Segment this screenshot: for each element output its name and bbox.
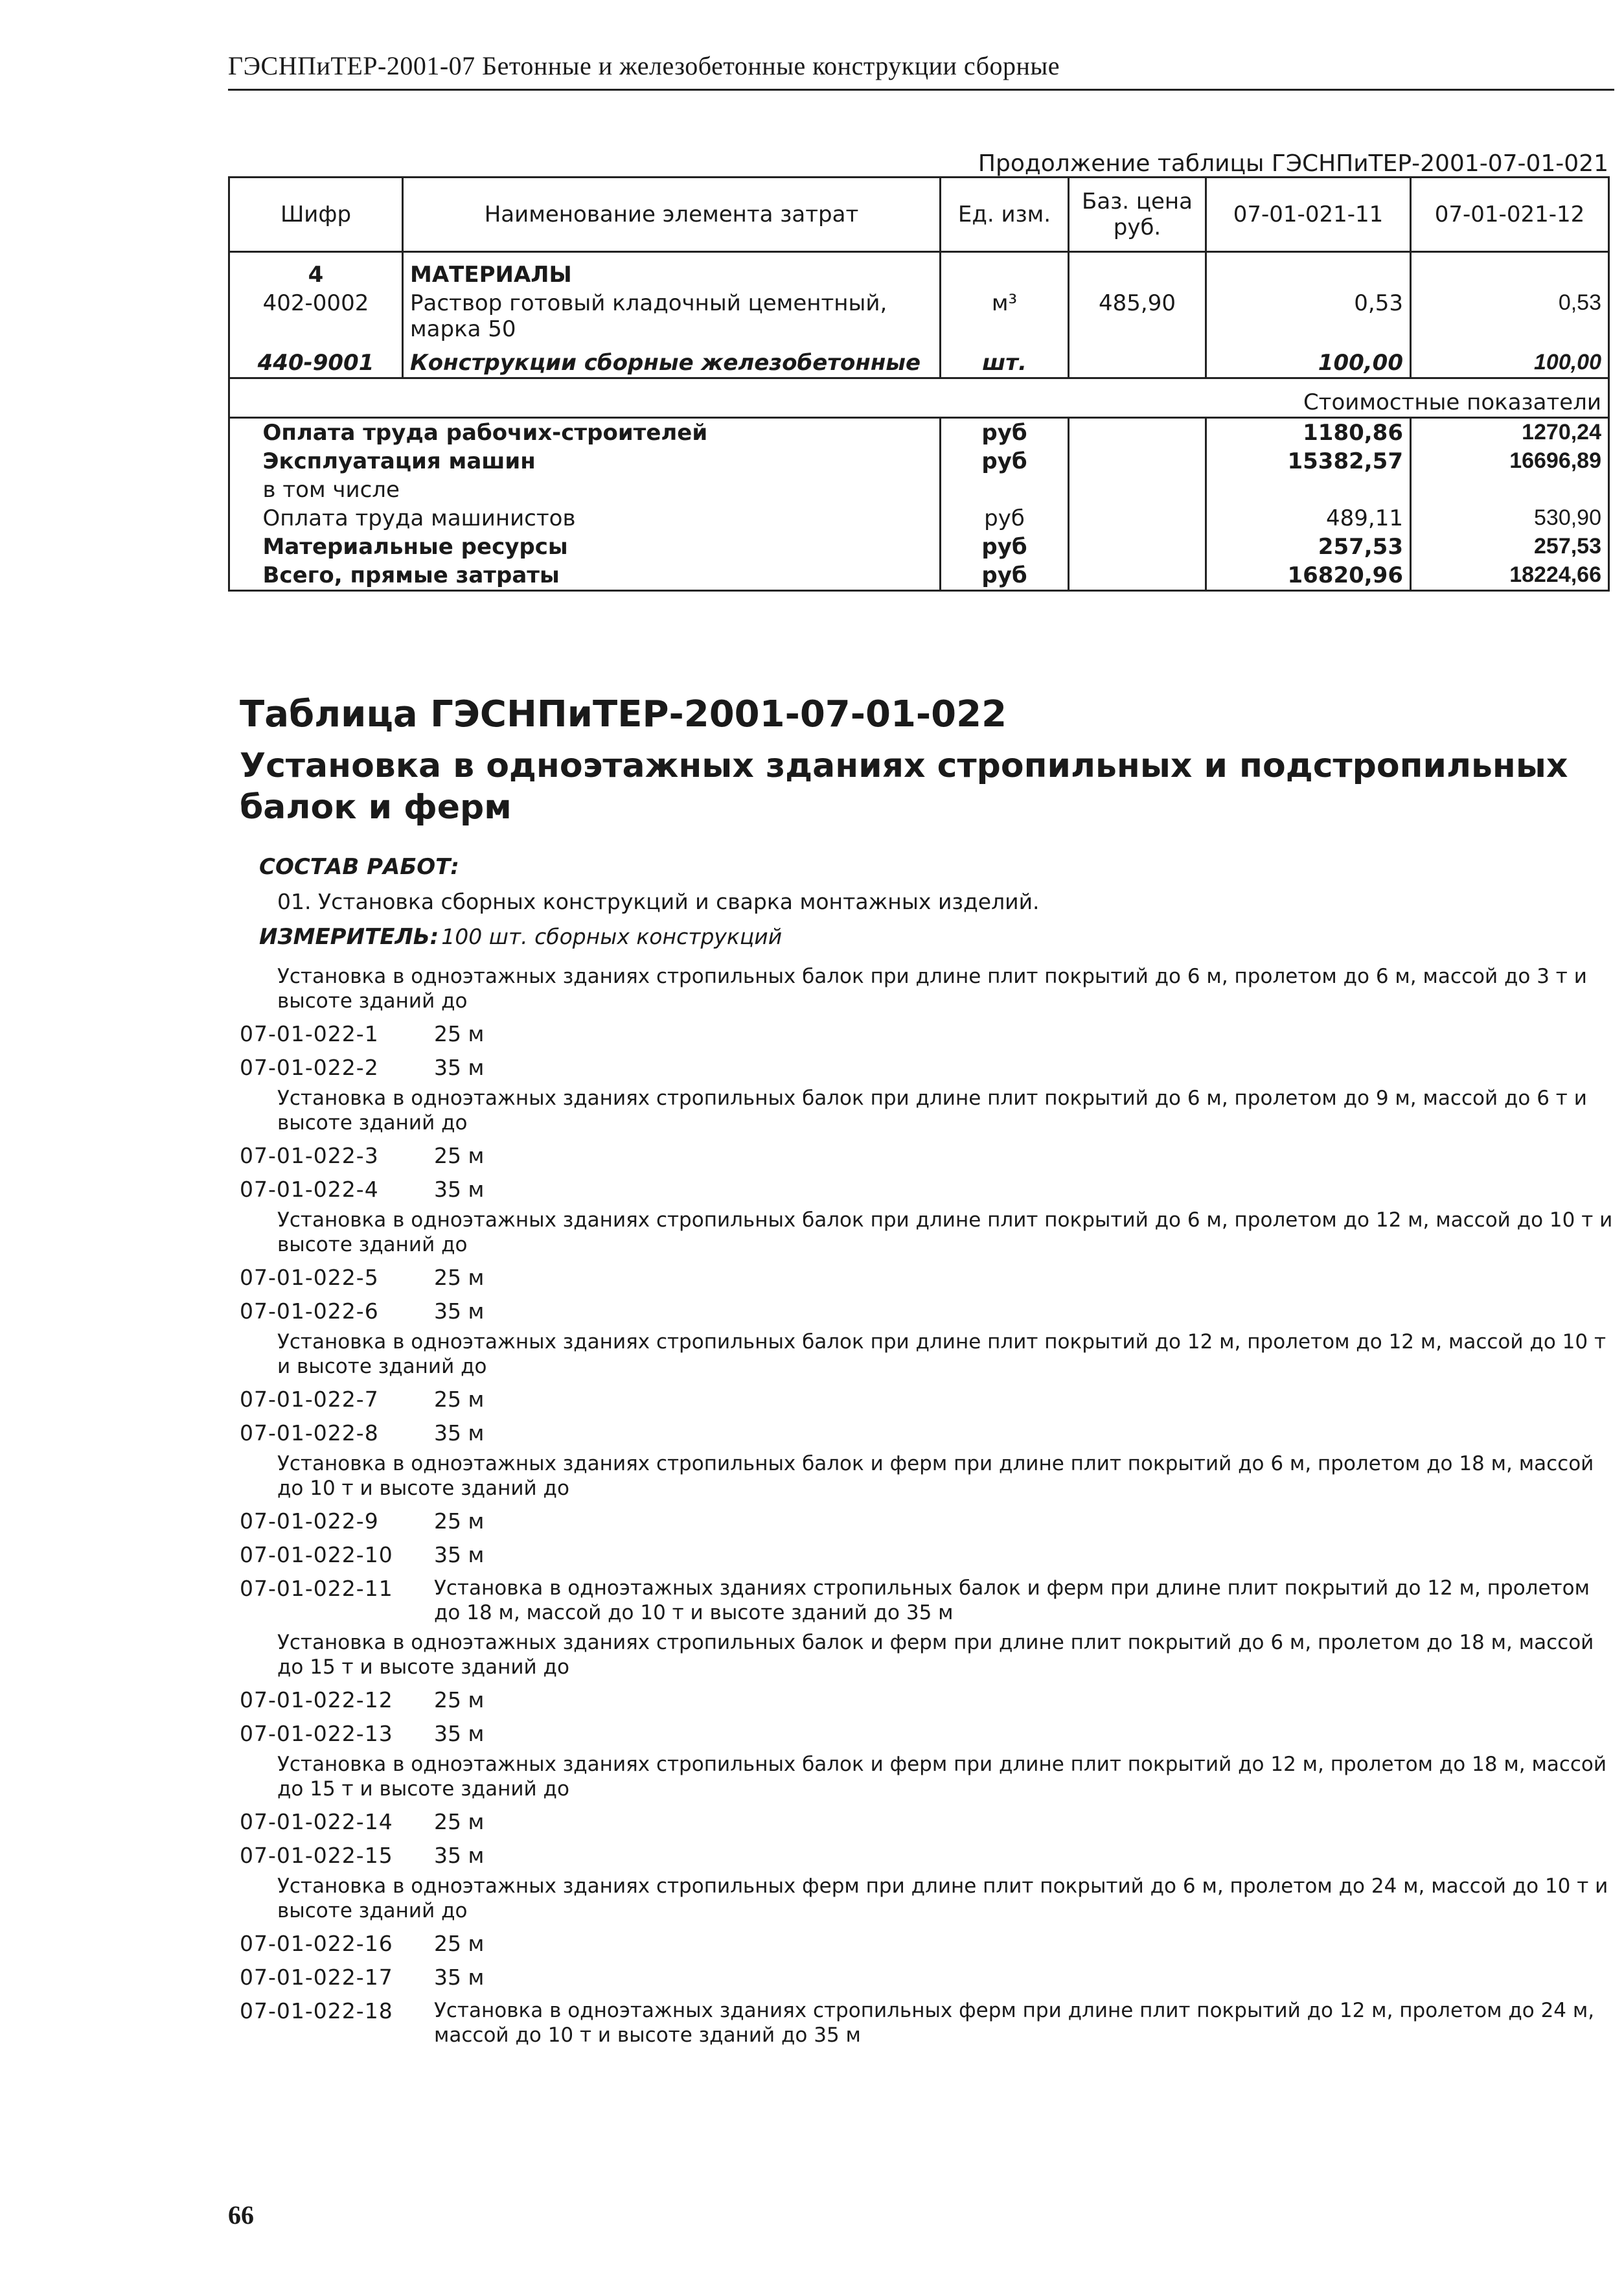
meter-label: ИЗМЕРИТЕЛЬ: bbox=[259, 924, 439, 950]
cost-unit: руб bbox=[941, 418, 1069, 448]
col-header-code: Шифр bbox=[229, 178, 403, 252]
row-code: 402-0002 bbox=[229, 289, 403, 343]
norm-value: 35 м bbox=[434, 1721, 485, 1746]
list-item bbox=[240, 1298, 1613, 1324]
row-price: 485,90 bbox=[1069, 289, 1206, 343]
row-code: 440-9001 bbox=[229, 343, 403, 378]
list-item bbox=[240, 1265, 1613, 1291]
norm-code: 07-01-022-18 bbox=[240, 1998, 393, 2024]
cost-value-1: 1180,86 bbox=[1206, 418, 1411, 448]
page-number: 66 bbox=[228, 2200, 254, 2230]
norm-value: 35 м bbox=[434, 1298, 485, 1324]
work-item: 01. Установка сборных конструкций и сварка монтажных изделий. bbox=[277, 889, 1040, 914]
group-description: Установка в одноэтажных зданиях стропильных балок и ферм при длине плит покрытий до 12 м, пролетом до 18 м, массой до 15 т и высоте зданий до bbox=[277, 1753, 1607, 1801]
group-description: Установка в одноэтажных зданиях стропильных балок при длине плит покрытий до 6 м, пролетом до 12 м, массой до 10 т и высоте зданий до bbox=[277, 1208, 1613, 1256]
list-item bbox=[240, 1965, 1613, 1990]
norm-code: 07-01-022-11 bbox=[240, 1576, 393, 1601]
list-item bbox=[240, 1420, 1613, 1446]
row-name: Конструкции сборные железобетонные bbox=[403, 343, 941, 378]
norm-value: Установка в одноэтажных зданиях стропильных ферм при длине плит покрытий до 12 м, пролетом до 24 м, массой до 10 т и высоте зданий до 35 м bbox=[434, 1999, 1595, 2047]
row-value-1: 100,00 bbox=[1206, 343, 1411, 378]
materials-title: МАТЕРИАЛЫ bbox=[403, 252, 941, 290]
materials-section-row bbox=[229, 252, 1609, 290]
group-description: Установка в одноэтажных зданиях стропильных ферм при длине плит покрытий до 6 м, пролетом до 24 м, массой до 10 т и высоте зданий до bbox=[277, 1874, 1608, 1922]
row-price bbox=[1069, 343, 1206, 378]
cost-name: в том числе bbox=[403, 476, 941, 504]
work-composition-label: СОСТАВ РАБОТ: bbox=[259, 854, 459, 880]
col-header-price: Баз. цена руб. bbox=[1069, 178, 1206, 252]
row-name: Раствор готовый кладочный цементный, марка 50 bbox=[403, 289, 941, 343]
norm-value: 25 м bbox=[434, 1508, 485, 1534]
norm-value: Установка в одноэтажных зданиях стропильных балок и ферм при длине плит покрытий до 12 м, пролетом до 18 м, массой до 10 т и высоте зданий до 35 м bbox=[434, 1576, 1590, 1624]
list-item bbox=[240, 1055, 1613, 1081]
list-item bbox=[240, 1843, 1613, 1869]
list-item bbox=[240, 1177, 1613, 1203]
table-continuation-note: Продолжение таблицы ГЭСНПиТЕР-2001-07-01-021 bbox=[978, 150, 1608, 177]
norm-value: 35 м bbox=[434, 1420, 485, 1446]
meter-line bbox=[259, 924, 782, 950]
cost-value-1: 489,11 bbox=[1206, 504, 1411, 533]
list-item bbox=[240, 1021, 1613, 1047]
norm-value: 25 м bbox=[434, 1143, 485, 1168]
group-description: Установка в одноэтажных зданиях стропильных балок и ферм при длине плит покрытий до 6 м, пролетом до 18 м, массой до 10 т и высоте зданий до bbox=[277, 1452, 1594, 1500]
norm-value: 35 м bbox=[434, 1055, 485, 1080]
table-row bbox=[229, 476, 1609, 504]
list-item bbox=[240, 1809, 1613, 1835]
norm-code: 07-01-022-4 bbox=[240, 1177, 379, 1202]
norm-code: 07-01-022-14 bbox=[240, 1809, 393, 1834]
cost-value-1: 16820,96 bbox=[1206, 561, 1411, 591]
cost-value-2: 1270,24 bbox=[1411, 418, 1609, 448]
norm-items-list bbox=[240, 959, 1613, 2048]
norm-code: 07-01-022-9 bbox=[240, 1508, 379, 1534]
row-unit: м³ bbox=[941, 289, 1069, 343]
table-row bbox=[229, 533, 1609, 561]
norm-code: 07-01-022-7 bbox=[240, 1387, 379, 1412]
cost-value-1: 257,53 bbox=[1206, 533, 1411, 561]
table-row bbox=[229, 343, 1609, 378]
cost-unit: руб bbox=[941, 561, 1069, 591]
cost-unit: руб bbox=[941, 447, 1069, 476]
norm-value: 25 м bbox=[434, 1687, 485, 1713]
cost-unit: руб bbox=[941, 504, 1069, 533]
table-row bbox=[229, 561, 1609, 591]
cost-name: Оплата труда машинистов bbox=[403, 504, 941, 533]
list-item bbox=[240, 1387, 1613, 1413]
table-row bbox=[229, 504, 1609, 533]
list-item bbox=[240, 1931, 1613, 1957]
row-value-2: 0,53 bbox=[1411, 289, 1609, 343]
row-unit: шт. bbox=[941, 343, 1069, 378]
cost-table bbox=[228, 176, 1610, 592]
group-description: Установка в одноэтажных зданиях стропильных балок и ферм при длине плит покрытий до 6 м, пролетом до 18 м, массой до 15 т и высоте зданий до bbox=[277, 1631, 1594, 1679]
norm-value: 25 м bbox=[434, 1387, 485, 1412]
group-description: Установка в одноэтажных зданиях стропильных балок при длине плит покрытий до 6 м, пролетом до 6 м, массой до 3 т и высоте зданий до bbox=[277, 965, 1587, 1013]
norm-value: 25 м bbox=[434, 1809, 485, 1834]
table-title: Таблица ГЭСНПиТЕР-2001-07-01-022 bbox=[240, 693, 1007, 735]
norm-value: 25 м bbox=[434, 1021, 485, 1046]
table-row bbox=[229, 289, 1609, 343]
cost-value-2: 16696,89 bbox=[1411, 447, 1609, 476]
list-item bbox=[240, 1687, 1613, 1713]
table-subtitle: Установка в одноэтажных зданиях стропильных и подстропильных балок и ферм bbox=[240, 746, 1568, 827]
col-header-07-01-021-11: 07-01-021-11 bbox=[1206, 178, 1411, 252]
norm-code: 07-01-022-2 bbox=[240, 1055, 379, 1080]
norm-code: 07-01-022-10 bbox=[240, 1542, 393, 1567]
norm-value: 35 м bbox=[434, 1177, 485, 1202]
norm-value: 25 м bbox=[434, 1931, 485, 1956]
meter-value: 100 шт. сборных конструкций bbox=[441, 924, 783, 949]
list-item bbox=[240, 1143, 1613, 1169]
norm-code: 07-01-022-15 bbox=[240, 1843, 393, 1868]
group-description: Установка в одноэтажных зданиях стропильных балок при длине плит покрытий до 6 м, пролетом до 9 м, массой до 6 т и высоте зданий до bbox=[277, 1087, 1587, 1135]
norm-code: 07-01-022-1 bbox=[240, 1021, 379, 1046]
norm-value: 35 м bbox=[434, 1542, 485, 1567]
cost-name: Всего, прямые затраты bbox=[403, 561, 941, 591]
cost-unit: руб bbox=[941, 533, 1069, 561]
col-header-07-01-021-12: 07-01-021-12 bbox=[1411, 178, 1609, 252]
cost-value-2: 18224,66 bbox=[1411, 561, 1609, 591]
cost-value-1: 15382,57 bbox=[1206, 447, 1411, 476]
norm-code: 07-01-022-8 bbox=[240, 1420, 379, 1446]
norm-code: 07-01-022-6 bbox=[240, 1298, 379, 1324]
list-item bbox=[240, 1508, 1613, 1534]
cost-indicators-title: Стоимостные показатели bbox=[229, 378, 1609, 418]
norm-value: 35 м bbox=[434, 1843, 485, 1868]
table-row bbox=[229, 418, 1609, 448]
norm-code: 07-01-022-13 bbox=[240, 1721, 393, 1746]
group-description: Установка в одноэтажных зданиях стропильных балок при длине плит покрытий до 12 м, пролетом до 12 м, массой до 10 т и высоте зданий до bbox=[277, 1330, 1607, 1378]
materials-code: 4 bbox=[229, 252, 403, 290]
norm-value: 25 м bbox=[434, 1265, 485, 1290]
cost-value-2: 530,90 bbox=[1411, 504, 1609, 533]
table-header-row bbox=[229, 178, 1609, 252]
list-item bbox=[240, 1721, 1613, 1747]
col-header-name: Наименование элемента затрат bbox=[403, 178, 941, 252]
row-value-1: 0,53 bbox=[1206, 289, 1411, 343]
table-row bbox=[229, 447, 1609, 476]
cost-indicators-header-row bbox=[229, 378, 1609, 418]
cost-value-2: 257,53 bbox=[1411, 533, 1609, 561]
norm-code: 07-01-022-17 bbox=[240, 1965, 393, 1990]
list-item bbox=[240, 1576, 1613, 1625]
norm-code: 07-01-022-16 bbox=[240, 1931, 393, 1956]
norm-value: 35 м bbox=[434, 1965, 485, 1990]
running-header: ГЭСНПиТЕР-2001-07 Бетонные и железобетонные конструкции сборные bbox=[228, 51, 1614, 91]
row-value-2: 100,00 bbox=[1411, 343, 1609, 378]
cost-name: Материальные ресурсы bbox=[403, 533, 941, 561]
norm-code: 07-01-022-12 bbox=[240, 1687, 393, 1713]
list-item bbox=[240, 1542, 1613, 1568]
col-header-unit: Ед. изм. bbox=[941, 178, 1069, 252]
norm-code: 07-01-022-5 bbox=[240, 1265, 379, 1290]
norm-code: 07-01-022-3 bbox=[240, 1143, 379, 1168]
list-item bbox=[240, 1998, 1613, 2048]
cost-name: Оплата труда рабочих-строителей bbox=[403, 418, 941, 448]
cost-name: Эксплуатация машин bbox=[403, 447, 941, 476]
